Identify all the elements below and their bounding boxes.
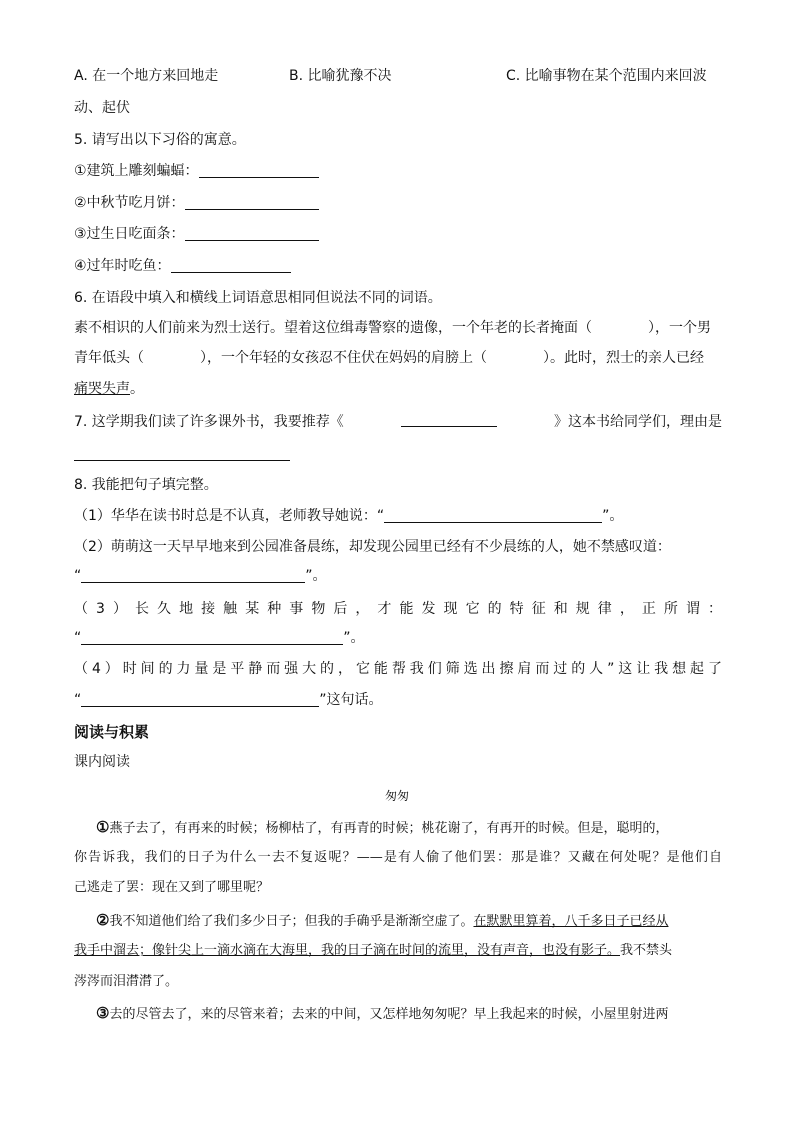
q8-sentence-3-answer xyxy=(74,628,365,648)
underlined-passage-text: 在默默里算着，八千多日子已经从 xyxy=(473,914,669,929)
quote-close: ”。 xyxy=(305,568,327,584)
paragraph-1-line-3: 己逃走了罢：现在又到了哪里呢？ xyxy=(74,880,270,895)
answer-blank[interactable] xyxy=(81,630,343,645)
q6-title: 6. 在语段中填入和横线上词语意思相同但说法不同的词语。 xyxy=(74,290,442,306)
paragraph-1-line-1 xyxy=(96,817,668,839)
answer-blank[interactable] xyxy=(81,692,319,707)
q5-item-2 xyxy=(74,193,319,213)
section-heading: 阅读与积累 xyxy=(74,723,150,741)
q6-line-2: 青年低头（ ），一个年轻的女孩忍不住伏在妈妈的肩膀上（ ）。此时，烈士的亲人已经 xyxy=(74,350,704,366)
q5-item-label: ④过年时吃鱼： xyxy=(74,258,171,274)
q8-sentence-2-answer xyxy=(74,566,327,586)
option-a: A. 在一个地方来回地走 xyxy=(74,68,219,84)
book-title-blank[interactable] xyxy=(401,412,497,427)
option-b: B. 比喻犹豫不决 xyxy=(289,68,392,84)
quote-open: “ xyxy=(74,692,82,708)
answer-blank[interactable] xyxy=(199,163,319,178)
q7-prompt: 7. 这学期我们读了许多课外书，我要推荐《 xyxy=(74,414,344,430)
passage-text: 去的尽管去了，来的尽管来着；去来的中间，又怎样地匆匆呢？早上我起来的时候，小屋里射进两 xyxy=(109,1007,669,1022)
q7-line-1 xyxy=(74,412,722,432)
q5-item-3 xyxy=(74,224,319,244)
q8-sentence-2: （2）萌萌这一天早早地来到公园准备晨练，却发现公园里已经有不少晨练的人，她不禁感叹道： xyxy=(74,539,671,555)
q8-sentence-4-answer xyxy=(74,690,383,710)
answer-blank[interactable] xyxy=(185,226,319,241)
passage-text: 我不禁头 xyxy=(620,943,673,958)
answer-blank[interactable] xyxy=(81,568,305,583)
quote-close: ”。 xyxy=(343,630,365,646)
paragraph-2-line-1 xyxy=(96,910,668,932)
answer-blank[interactable] xyxy=(185,195,319,210)
option-c: C. 比喻事物在某个范围内来回波 xyxy=(506,68,707,84)
paragraph-number: ② xyxy=(96,911,110,929)
q5-item-label: ②中秋节吃月饼： xyxy=(74,195,185,211)
q6-line-3 xyxy=(74,379,144,399)
option-c-continuation: 动、起伏 xyxy=(74,100,130,116)
passage-text: 燕子去了，有再来的时候；杨柳枯了，有再青的时候；桃花谢了，有再开的时候。但是，聪明的， xyxy=(109,821,669,836)
q5-item-label: ③过生日吃面条： xyxy=(74,226,185,242)
reason-blank[interactable] xyxy=(74,446,290,461)
q5-item-4 xyxy=(74,256,291,276)
answer-blank[interactable] xyxy=(171,258,291,273)
q7-line-2 xyxy=(74,444,290,464)
paragraph-2-line-2 xyxy=(74,941,672,961)
q5-item-1 xyxy=(74,161,319,181)
paragraph-number: ③ xyxy=(96,1004,110,1022)
q8-sentence-4: （4）时间的力量是平静而强大的，它能帮我们筛选出擦肩而过的人”这让我想起了 xyxy=(74,661,722,677)
quote-close: ”这句话。 xyxy=(319,692,383,708)
sentence-text: ”。 xyxy=(602,508,624,524)
q7-prompt-end: 》这本书给同学们，理由是 xyxy=(554,414,722,430)
paragraph-3-line-1 xyxy=(96,1003,668,1025)
quote-open: “ xyxy=(74,630,82,646)
quote-open: “ xyxy=(74,568,82,584)
passage-title: 匆匆 xyxy=(384,789,409,803)
q5-title: 5. 请写出以下习俗的寓意。 xyxy=(74,132,246,148)
q8-sentence-1 xyxy=(74,506,623,526)
sentence-text: （1）华华在读书时总是不认真，老师教导她说：“ xyxy=(74,508,385,524)
q6-line-1: 素不相识的人们前来为烈士送行。望着这位缉毒警察的遗像，一个年老的长者掩面（ ），一个男 xyxy=(74,320,711,336)
paragraph-2-line-3: 涔涔而泪潸潸了。 xyxy=(74,974,179,989)
q5-item-label: ①建筑上雕刻蝙蝠： xyxy=(74,163,199,179)
underlined-passage-text: 我手中溜去；像针尖上一滴水滴在大海里，我的日子滴在时间的流里，没有声音，也没有影子。 xyxy=(74,943,621,958)
paragraph-1-line-2: 你告诉我，我们的日子为什么一去不复返呢？——是有人偷了他们罢：那是谁？又藏在何处呢？是他们自 xyxy=(74,850,722,865)
q8-title: 8. 我能把句子填完整。 xyxy=(74,477,218,493)
q8-sentence-3: （3）长久地接触某种事物后，才能发现它的特征和规律，正所谓： xyxy=(74,601,722,617)
paragraph-number: ① xyxy=(96,818,110,836)
answer-blank[interactable] xyxy=(384,508,602,523)
passage-text: 我不知道他们给了我们多少日子；但我的手确乎是渐渐空虚了。 xyxy=(109,914,474,929)
period: 。 xyxy=(130,381,144,397)
underlined-phrase: 痛哭失声 xyxy=(74,381,130,397)
section-subheading: 课内阅读 xyxy=(74,754,130,770)
